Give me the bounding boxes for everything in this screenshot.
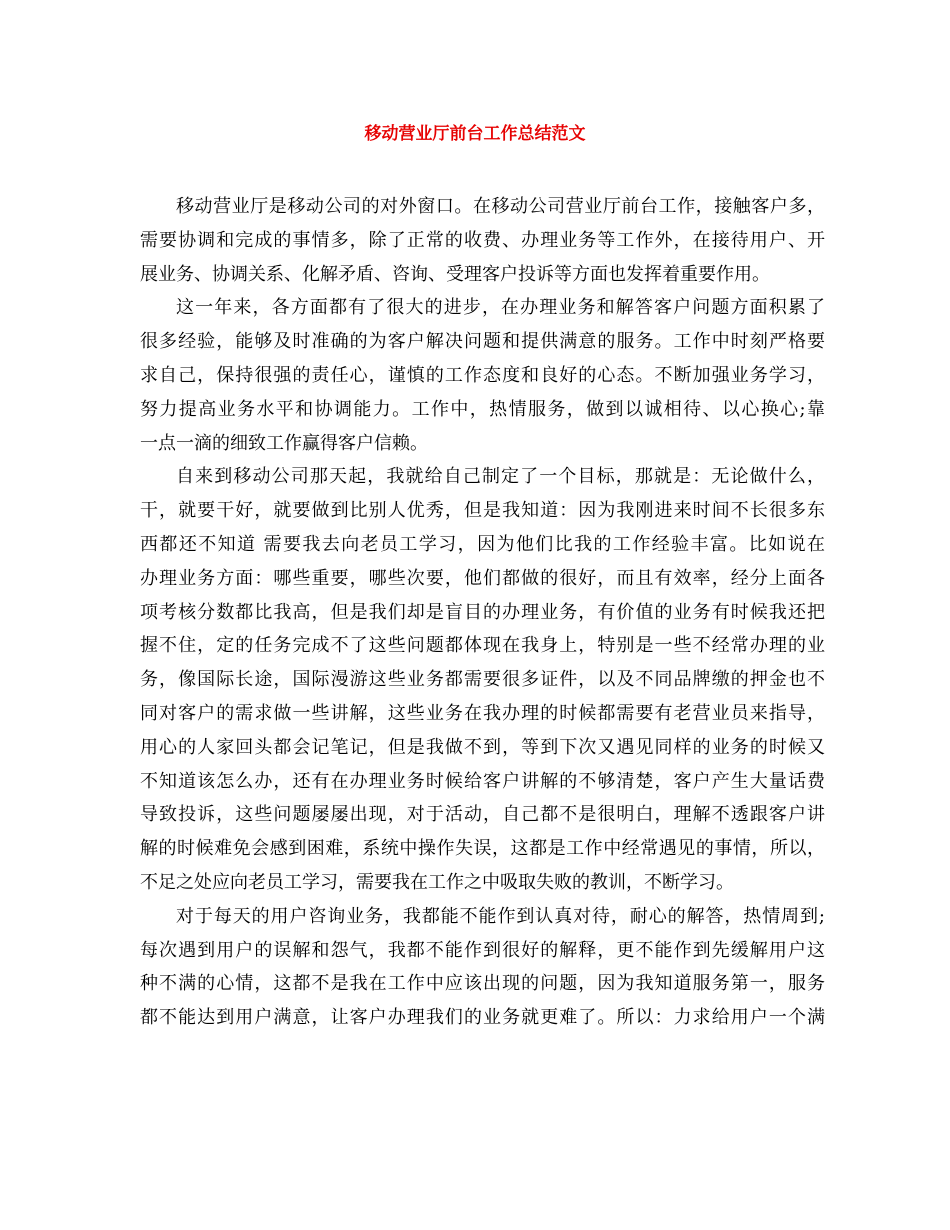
text-line: 这一年来，各方面都有了很大的进步，在办理业务和解答客户问题方面积累了 [176, 297, 825, 319]
text-line: 对于每天的用户咨询业务，我都能不能作到认真对待，耐心的解答，热情周到; [176, 905, 825, 927]
text-line: 很多经验，能够及时准确的为客户解决问题和提供满意的服务。工作中时刻严格要 [140, 331, 825, 353]
text-line: 都不能达到用户满意，让客户办理我们的业务就更难了。所以：力求给用户一个满 [140, 1007, 825, 1029]
document-body [140, 190, 825, 1035]
text-line: 展业务、协调关系、化解矛盾、咨询、受理客户投诉等方面也发挥着重要作用。 [140, 263, 770, 285]
text-line: 移动营业厅是移动公司的对外窗口。在移动公司营业厅前台工作，接触客户多， [176, 196, 825, 217]
text-line: 同对客户的需求做一些讲解，这些业务在我办理的时候都需要有老营业员来指导， [140, 702, 825, 724]
text-line: 务，像国际长途，国际漫游这些业务都需要很多证件，以及不同品牌缴的押金也不 [140, 669, 825, 691]
text-line: 每次遇到用户的误解和怨气，我都不能作到很好的解释，更不能作到先缓解用户这 [140, 939, 825, 961]
text-line: 导致投诉，这些问题屡屡出现，对于活动，自己都不是很明白，理解不透跟客户讲 [140, 804, 825, 826]
text-line: 求自己，保持很强的责任心，谨慎的工作态度和良好的心态。不断加强业务学习， [140, 364, 825, 386]
text-line: 办理业务方面：哪些重要，哪些次要，他们都做的很好，而且有效率，经分上面各 [140, 567, 825, 589]
text-line: 项考核分数都比我高，但是我们却是盲目的办理业务，有价值的业务有时候我还把 [140, 601, 825, 623]
text-line: 西都还不知道 需要我去向老员工学习，因为他们比我的工作经验丰富。比如说在 [140, 533, 825, 555]
text-line: 干，就要干好，就要做到比别人优秀，但是我知道：因为我刚进来时间不长很多东 [140, 500, 825, 522]
text-line: 需要协调和完成的事情多，除了正常的收费、办理业务等工作外，在接待用户、开 [140, 229, 825, 251]
text-line: 解的时候难免会感到困难，系统中操作失误，这都是工作中经常遇见的事情，所以， [140, 838, 825, 860]
text-line: 不足之处应向老员工学习，需要我在工作之中吸取失败的教训，不断学习。 [140, 871, 734, 893]
text-line: 自来到移动公司那天起，我就给自己制定了一个目标，那就是：无论做什么， [176, 466, 825, 488]
document-title: 移动营业厅前台工作总结范文 [364, 124, 586, 144]
text-line: 努力提高业务水平和协调能力。工作中，热情服务，做到以诚相待、以心换心;靠 [140, 398, 825, 420]
text-line: 不知道该怎么办，还有在办理业务时候给客户讲解的不够清楚，客户产生大量话费 [140, 770, 825, 792]
text-line: 用心的人家回头都会记笔记，但是我做不到，等到下次又遇见同样的业务的时候又 [140, 736, 825, 758]
text-line: 一点一滴的细致工作赢得客户信赖。 [140, 432, 428, 454]
text-line: 种不满的心情，这都不是我在工作中应该出现的问题，因为我知道服务第一，服务 [140, 973, 825, 995]
text-line: 握不住，定的任务完成不了这些问题都体现在我身上，特别是一些不经常办理的业 [140, 635, 825, 657]
